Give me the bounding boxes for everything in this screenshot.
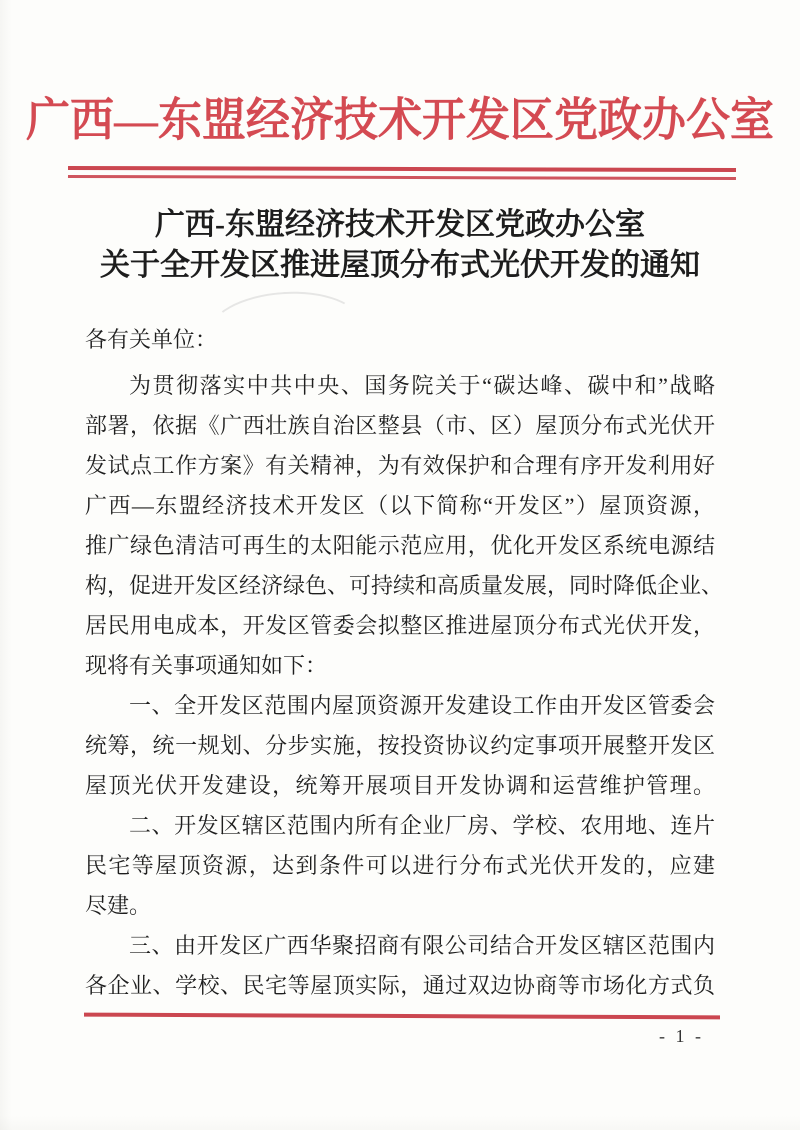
paragraph [85, 366, 724, 686]
body-line: 二、开发区辖区范围内所有企业厂房、学校、农用地、连片 [129, 813, 715, 838]
body-line: 尽建。 [85, 893, 152, 918]
body-line: 广西—东盟经济技术开发区（以下简称“开发区”）屋顶资源， [85, 493, 715, 518]
paragraph [85, 806, 715, 926]
body-line: 统筹，统一规划、分步实施，按投资协议约定事项开展整开发区 [85, 733, 715, 758]
body-line: 现将有关事项通知如下： [85, 653, 328, 678]
salutation: 各有关单位： [85, 327, 218, 352]
rule-thick [68, 166, 736, 172]
body-line: 为贯彻落实中共中央、国务院关于“碳达峰、碳中和”战略 [129, 373, 715, 398]
page-number: - 1 - [659, 1026, 704, 1046]
body-line: 部署，依据《广西壮族自治区整县（市、区）屋顶分布式光伏开 [85, 413, 715, 438]
document-title-line1: 广西-东盟经济技术开发区党政办公室 [155, 207, 645, 242]
paragraph [85, 926, 715, 1006]
body-line: 屋顶光伏开发建设，统筹开展项目开发协调和运营维护管理。 [85, 773, 715, 798]
body-line: 民宅等屋顶资源，达到条件可以进行分布式光伏开发的，应建 [85, 853, 715, 878]
document-title [0, 205, 800, 285]
body-line: 推广绿色清洁可再生的太阳能示范应用，优化开发区系统电源结 [85, 533, 715, 558]
document-title-line2: 关于全开发区推进屋顶分布式光伏开发的通知 [100, 248, 700, 283]
paragraph [85, 686, 715, 806]
body-line: 发试点工作方案》有关精神，为有效保护和合理有序开发利用好 [85, 453, 715, 478]
document-body [85, 320, 724, 1006]
footer-rule [84, 1013, 720, 1020]
body-line: 一、全开发区范围内屋顶资源开发建设工作由开发区管委会 [129, 693, 715, 718]
letterhead-double-rule [68, 166, 736, 180]
letterhead-office-name: 广西—东盟经济技术开发区党政办公室 [26, 94, 774, 146]
body-line: 居民用电成本，开发区管委会拟整区推进屋顶分布式光伏开发， [85, 613, 715, 638]
body-line: 三、由开发区广西华聚招商有限公司结合开发区辖区范围内 [129, 933, 715, 958]
rule-thin [68, 175, 736, 180]
body-line: 各企业、学校、民宅等屋顶实际，通过双边协商等市场化方式负 [85, 973, 715, 998]
body-line: 构，促进开发区经济绿色、可持续和高质量发展，同时降低企业、 [85, 573, 724, 598]
